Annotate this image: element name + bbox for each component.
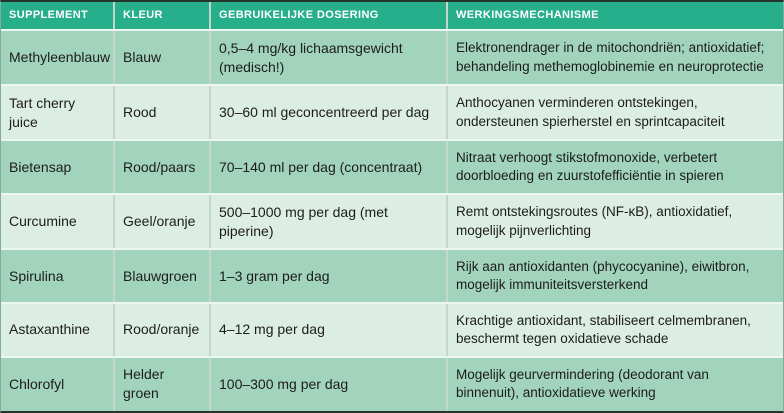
column-header-dosering: GEBRUIKELIJKE DOSERING — [209, 2, 446, 29]
cell-kleur: Helder groen — [113, 358, 209, 411]
cell-kleur: Rood — [113, 86, 209, 139]
cell-kleur: Geel/oranje — [113, 195, 209, 248]
cell-kleur: Rood/paars — [113, 141, 209, 193]
cell-werkingsmechanisme: Mogelijk geurvermindering (deodorant van binnenuit), antioxidatieve werking — [446, 358, 783, 411]
column-header-werkingsmechanisme: WERKINGSMECHANISME — [446, 2, 783, 29]
cell-supplement: Tart cherry juice — [9, 94, 76, 130]
table-row — [1, 302, 783, 356]
cell-dosering: 70–140 ml per dag (concentraat) — [209, 141, 446, 193]
table-row — [1, 84, 783, 139]
table-row — [1, 356, 783, 411]
table-body — [1, 29, 783, 411]
table-row — [1, 29, 783, 84]
cell-supplement: Spirulina — [9, 267, 64, 284]
cell-supplement: Astaxanthine — [9, 321, 90, 338]
column-header-supplement: SUPPLEMENT — [9, 9, 89, 22]
cell-dosering: 100–300 mg per dag — [209, 358, 446, 411]
cell-werkingsmechanisme: Rijk aan antioxidanten (phycocyanine), eiwitbron, mogelijk immuniteitsversterkend — [446, 250, 783, 302]
cell-dosering: 1–3 gram per dag — [209, 250, 446, 302]
cell-werkingsmechanisme: Anthocyanen verminderen ontstekingen, ondersteunen spierherstel en sprintcapaciteit — [446, 86, 783, 139]
cell-kleur: Blauw — [113, 31, 209, 84]
cell-dosering: 30–60 ml geconcentreerd per dag — [209, 86, 446, 139]
cell-kleur: Rood/oranje — [113, 304, 209, 356]
cell-supplement: Bietensap — [9, 158, 72, 175]
cell-werkingsmechanisme: Elektronendrager in de mitochondriën; antioxidatief; behandeling methemoglobinemie en neuroprotectie — [446, 31, 783, 84]
cell-supplement: Chlorofyl — [9, 375, 65, 392]
cell-dosering: 4–12 mg per dag — [209, 304, 446, 356]
cell-supplement: Curcumine — [9, 213, 77, 230]
column-header-kleur: KLEUR — [113, 2, 209, 29]
table-row — [1, 139, 783, 193]
table-header-row — [1, 2, 783, 29]
cell-werkingsmechanisme: Remt ontstekingsroutes (NF-κB), antioxidatief, mogelijk pijnverlichting — [446, 195, 783, 248]
table-row — [1, 248, 783, 302]
cell-dosering: 500–1000 mg per dag (met piperine) — [209, 195, 446, 248]
cell-werkingsmechanisme: Krachtige antioxidant, stabiliseert celmembranen, beschermt tegen oxidatieve schade — [446, 304, 783, 356]
cell-supplement: Methyleenblauw — [9, 49, 111, 66]
cell-kleur: Blauwgroen — [113, 250, 209, 302]
cell-dosering: 0,5–4 mg/kg lichaamsgewicht (medisch!) — [209, 31, 446, 84]
cell-werkingsmechanisme: Nitraat verhoogt stikstofmonoxide, verbetert doorbloeding en zuurstofefficiëntie in spieren — [446, 141, 783, 193]
table-row — [1, 193, 783, 248]
